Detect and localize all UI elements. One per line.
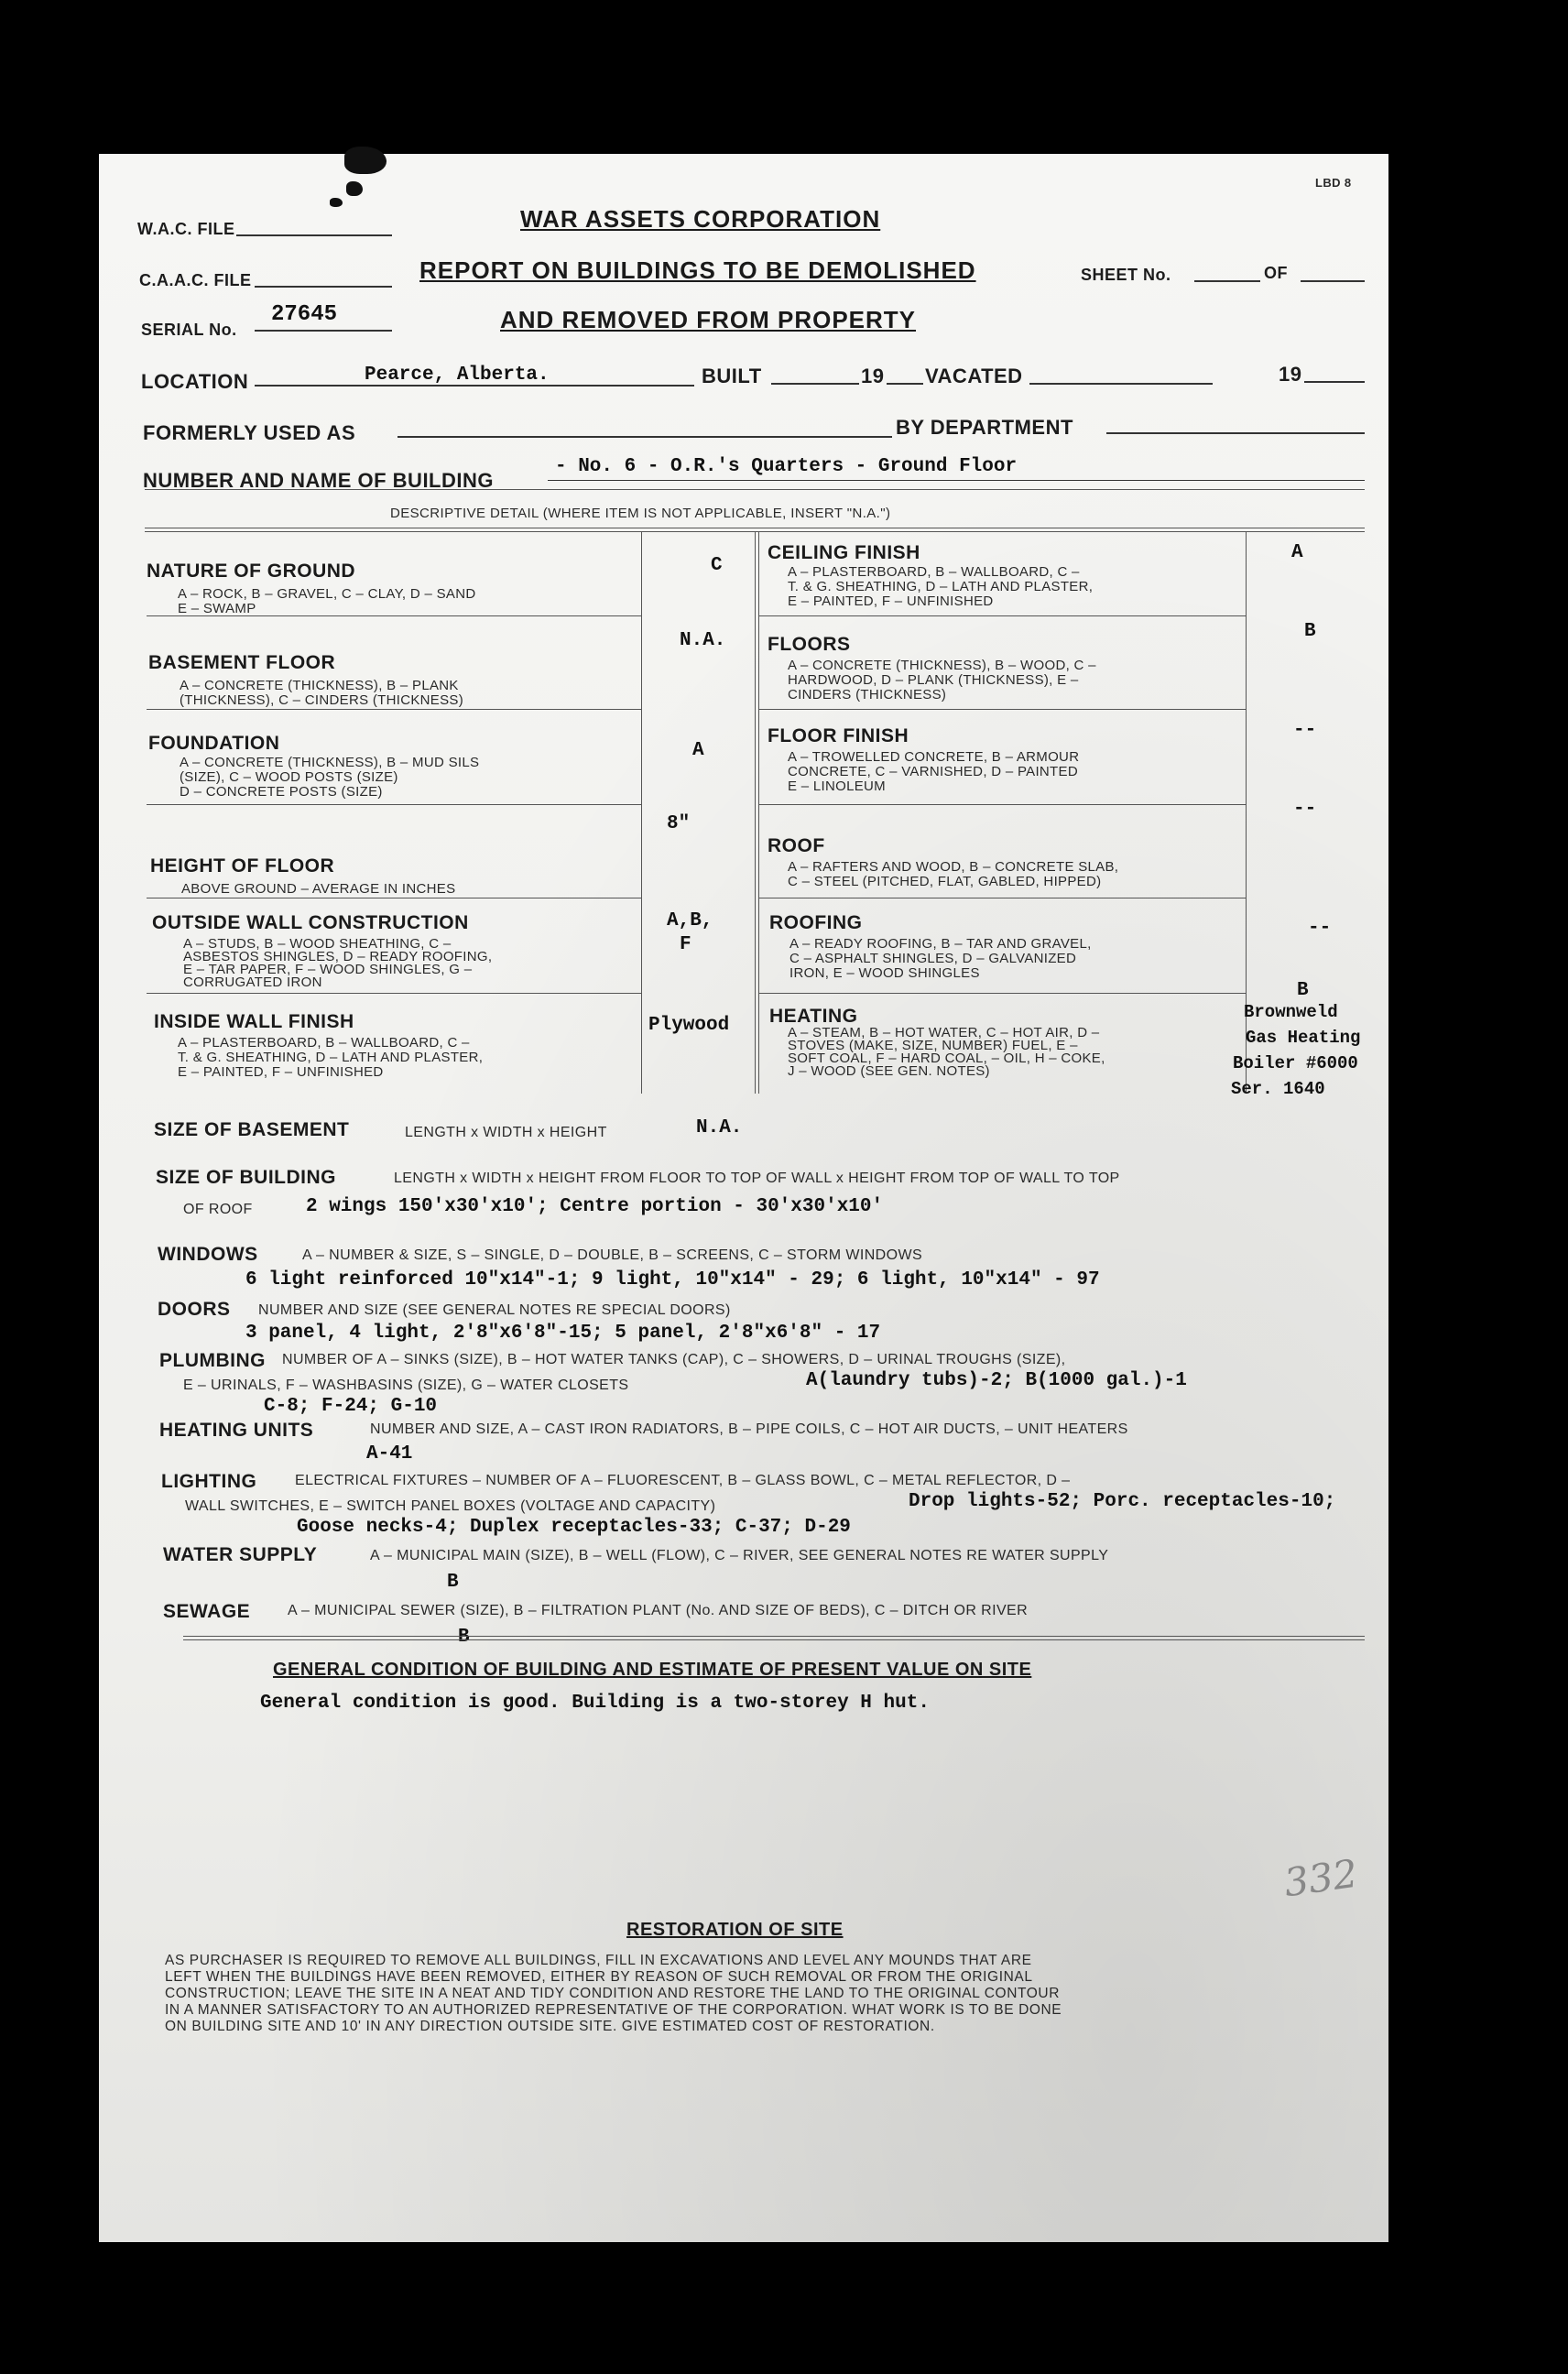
roof-desc: C – STEEL (PITCHED, FLAT, GABLED, HIPPED) bbox=[788, 874, 1102, 889]
foundation-desc: A – CONCRETE (THICKNESS), B – MUD SILS bbox=[180, 755, 480, 770]
sewage-value: B bbox=[458, 1627, 470, 1648]
heating-units-value: A-41 bbox=[366, 1443, 413, 1465]
pencil-page-note: 332 bbox=[1280, 1850, 1361, 1906]
doors-desc: NUMBER AND SIZE (SEE GENERAL NOTES RE SPECIAL DOORS) bbox=[258, 1302, 731, 1318]
foundation-value: A bbox=[692, 740, 704, 761]
rule bbox=[183, 1636, 1365, 1637]
floor-finish-desc: A – TROWELLED CONCRETE, B – ARMOUR bbox=[788, 749, 1080, 765]
building-name-line bbox=[548, 480, 1365, 481]
torn-edge bbox=[344, 147, 387, 174]
roofing-desc: IRON, E – WOOD SHINGLES bbox=[789, 965, 980, 981]
sheet-label: SHEET No. bbox=[1081, 266, 1171, 284]
wac-file-label: W.A.C. FILE bbox=[137, 220, 235, 238]
of-label: OF bbox=[1264, 264, 1288, 282]
general-condition-heading: GENERAL CONDITION OF BUILDING AND ESTIMATE OF PRESENT VALUE ON SITE bbox=[273, 1660, 1032, 1680]
heating-make-line: Brownweld bbox=[1244, 1002, 1338, 1022]
foundation-title: FOUNDATION bbox=[148, 733, 280, 754]
corporation-title: WAR ASSETS CORPORATION bbox=[520, 205, 881, 233]
location-label: LOCATION bbox=[141, 370, 249, 393]
heating-desc: A – STEAM, B – HOT WATER, C – HOT AIR, D – bbox=[788, 1025, 1100, 1040]
roof-title: ROOF bbox=[768, 835, 825, 856]
nature-of-ground-title: NATURE OF GROUND bbox=[147, 561, 356, 582]
lighting-value-2: Goose necks-4; Duplex receptacles-33; C-37; D-29 bbox=[297, 1517, 851, 1538]
height-of-floor-title: HEIGHT OF FLOOR bbox=[150, 855, 335, 877]
inside-wall-desc: T. & G. SHEATHING, D – LATH AND PLASTER, bbox=[178, 1050, 484, 1065]
sewage-desc: A – MUNICIPAL SEWER (SIZE), B – FILTRATION PLANT (No. AND SIZE OF BEDS), C – DITCH OR RIVER bbox=[288, 1603, 1029, 1618]
roofing-desc: C – ASPHALT SHINGLES, D – GALVANIZED bbox=[789, 951, 1077, 966]
heating-desc: J – WOOD (SEE GEN. NOTES) bbox=[788, 1063, 990, 1079]
doors-value: 3 panel, 4 light, 2'8"x6'8"-15; 5 panel, 2'8"x6'8" - 17 bbox=[245, 1323, 881, 1344]
inside-wall-desc: A – PLASTERBOARD, B – WALLBOARD, C – bbox=[178, 1035, 470, 1051]
building-name-label: NUMBER AND NAME OF BUILDING bbox=[143, 469, 494, 492]
rule bbox=[183, 1639, 1365, 1640]
descriptive-detail-note: DESCRIPTIVE DETAIL (WHERE ITEM IS NOT APPLICABLE, INSERT "N.A.") bbox=[390, 506, 891, 521]
floor-finish-value: -- bbox=[1293, 720, 1317, 741]
ceiling-finish-desc: A – PLASTERBOARD, B – WALLBOARD, C – bbox=[788, 564, 1080, 580]
restoration-text: ON BUILDING SITE AND 10' IN ANY DIRECTION OUTSIDE SITE. GIVE ESTIMATED COST OF RESTORATION. bbox=[165, 2019, 935, 2034]
lighting-value: Drop lights-52; Porc. receptacles-10; bbox=[909, 1491, 1336, 1512]
rule bbox=[145, 489, 1365, 490]
ceiling-finish-desc: E – PAINTED, F – UNFINISHED bbox=[788, 594, 994, 609]
heating-units-desc: NUMBER AND SIZE, A – CAST IRON RADIATORS, B – PIPE COILS, C – HOT AIR DUCTS, – UNIT HEATERS bbox=[370, 1421, 1128, 1437]
row-divider bbox=[147, 993, 641, 994]
size-of-building-label: SIZE OF BUILDING bbox=[156, 1167, 336, 1188]
roofing-value: -- bbox=[1308, 918, 1332, 939]
floor-finish-title: FLOOR FINISH bbox=[768, 725, 909, 746]
serial-value: 27645 bbox=[271, 302, 338, 327]
department-line bbox=[1106, 432, 1365, 434]
windows-desc: A – NUMBER & SIZE, S – SINGLE, D – DOUBLE, B – SCREENS, C – STORM WINDOWS bbox=[302, 1247, 923, 1263]
lighting-label: LIGHTING bbox=[161, 1471, 257, 1492]
size-of-building-desc: LENGTH x WIDTH x HEIGHT FROM FLOOR TO TOP OF WALL x HEIGHT FROM TOP OF WALL TO TOP bbox=[394, 1171, 1120, 1186]
nature-of-ground-value: C bbox=[711, 555, 723, 576]
row-divider bbox=[758, 993, 1246, 994]
inside-wall-title: INSIDE WALL FINISH bbox=[154, 1011, 354, 1032]
basement-floor-desc: A – CONCRETE (THICKNESS), B – PLANK bbox=[180, 678, 459, 693]
row-divider bbox=[758, 615, 1246, 616]
row-divider bbox=[147, 804, 641, 805]
vacated-year-line bbox=[1304, 381, 1365, 383]
column-divider bbox=[641, 531, 642, 1094]
heating-desc: SOFT COAL, F – HARD COAL, – OIL, H – COKE, bbox=[788, 1051, 1105, 1066]
row-divider bbox=[147, 709, 641, 710]
caac-file-label: C.A.A.C. FILE bbox=[139, 271, 252, 289]
floor-finish-desc: CONCRETE, C – VARNISHED, D – PAINTED bbox=[788, 764, 1078, 779]
floor-finish-desc: E – LINOLEUM bbox=[788, 779, 886, 794]
serial-line bbox=[255, 330, 392, 332]
roof-value: -- bbox=[1293, 799, 1317, 820]
wac-file-line bbox=[236, 234, 392, 236]
size-of-building-desc-2: OF ROOF bbox=[183, 1202, 253, 1217]
report-subtitle: AND REMOVED FROM PROPERTY bbox=[500, 306, 917, 333]
building-name-value: - No. 6 - O.R.'s Quarters - Ground Floor bbox=[555, 456, 1018, 477]
foundation-desc: D – CONCRETE POSTS (SIZE) bbox=[180, 784, 383, 800]
plumbing-label: PLUMBING bbox=[159, 1350, 266, 1371]
restoration-text: CONSTRUCTION; LEAVE THE SITE IN A NEAT AND TIDY CONDITION AND RESTORE THE LAND TO THE ORIGINAL CONTOUR bbox=[165, 1986, 1061, 2001]
plumbing-value-2: C-8; F-24; G-10 bbox=[264, 1396, 438, 1417]
heating-units-label: HEATING UNITS bbox=[159, 1420, 314, 1441]
ink-blot bbox=[330, 198, 343, 207]
lighting-desc-2: WALL SWITCHES, E – SWITCH PANEL BOXES (VOLTAGE AND CAPACITY) bbox=[185, 1498, 716, 1514]
location-line bbox=[255, 385, 694, 387]
inside-wall-desc: E – PAINTED, F – UNFINISHED bbox=[178, 1064, 384, 1080]
basement-floor-desc: (THICKNESS), C – CINDERS (THICKNESS) bbox=[180, 692, 463, 708]
vacated-label: VACATED bbox=[925, 365, 1023, 387]
windows-value: 6 light reinforced 10"x14"-1; 9 light, 10"x14" - 29; 6 light, 10"x14" - 97 bbox=[245, 1269, 1100, 1290]
document-page bbox=[99, 154, 1388, 2242]
row-divider bbox=[758, 804, 1246, 805]
water-supply-desc: A – MUNICIPAL MAIN (SIZE), B – WELL (FLOW), C – RIVER, SEE GENERAL NOTES RE WATER SUPPLY bbox=[370, 1548, 1109, 1563]
ink-blot bbox=[346, 181, 363, 196]
doors-label: DOORS bbox=[158, 1299, 231, 1320]
outside-wall-desc: ASBESTOS SHINGLES, D – READY ROOFING, bbox=[183, 949, 493, 964]
inside-wall-value: Plywood bbox=[648, 1015, 730, 1036]
floors-value: B bbox=[1304, 621, 1316, 642]
plumbing-value: A(laundry tubs)-2; B(1000 gal.)-1 bbox=[806, 1370, 1187, 1391]
ceiling-finish-desc: T. & G. SHEATHING, D – LATH AND PLASTER, bbox=[788, 579, 1094, 594]
roofing-title: ROOFING bbox=[769, 912, 863, 933]
built-label: BUILT bbox=[702, 365, 762, 387]
restoration-heading: RESTORATION OF SITE bbox=[626, 1920, 844, 1940]
plumbing-desc: NUMBER OF A – SINKS (SIZE), B – HOT WATER TANKS (CAP), C – SHOWERS, D – URINAL TROUGHS (SIZE), bbox=[282, 1352, 1066, 1367]
basement-floor-title: BASEMENT FLOOR bbox=[148, 652, 336, 673]
sheet-line bbox=[1194, 280, 1260, 282]
height-of-floor-value: 8" bbox=[667, 813, 691, 834]
floors-desc: A – CONCRETE (THICKNESS), B – WOOD, C – bbox=[788, 658, 1096, 673]
floors-desc: CINDERS (THICKNESS) bbox=[788, 687, 947, 702]
outside-wall-title: OUTSIDE WALL CONSTRUCTION bbox=[152, 912, 469, 933]
formerly-label: FORMERLY USED AS bbox=[143, 421, 356, 444]
lighting-desc: ELECTRICAL FIXTURES – NUMBER OF A – FLUORESCENT, B – GLASS BOWL, C – METAL REFLECTOR, D – bbox=[295, 1473, 1071, 1488]
restoration-text: AS PURCHASER IS REQUIRED TO REMOVE ALL BUILDINGS, FILL IN EXCAVATIONS AND LEVEL ANY MOUNDS THAT ARE bbox=[165, 1953, 1032, 1968]
plumbing-desc-2: E – URINALS, F – WASHBASINS (SIZE), G – WATER CLOSETS bbox=[183, 1378, 629, 1393]
department-label: BY DEPARTMENT bbox=[896, 416, 1073, 439]
heating-make-line: Boiler #6000 bbox=[1233, 1053, 1358, 1073]
outside-wall-value-2: F bbox=[680, 934, 691, 955]
row-divider bbox=[758, 709, 1246, 710]
height-of-floor-desc: ABOVE GROUND – AVERAGE IN INCHES bbox=[181, 881, 456, 897]
vacated-year-prefix: 19 bbox=[1279, 363, 1302, 386]
water-supply-label: WATER SUPPLY bbox=[163, 1544, 318, 1565]
nature-of-ground-desc: E – SWAMP bbox=[178, 601, 256, 616]
heating-make-line: Ser. 1640 bbox=[1231, 1079, 1325, 1099]
outside-wall-desc: A – STUDS, B – WOOD SHEATHING, C – bbox=[183, 936, 452, 952]
outside-wall-desc: E – TAR PAPER, F – WOOD SHINGLES, G – bbox=[183, 962, 473, 977]
caac-file-line bbox=[255, 286, 392, 288]
nature-of-ground-desc: A – ROCK, B – GRAVEL, C – CLAY, D – SAND bbox=[178, 586, 476, 602]
form-code: LBD 8 bbox=[1315, 176, 1352, 190]
ceiling-finish-value: A bbox=[1291, 542, 1303, 563]
heating-title: HEATING bbox=[769, 1006, 858, 1027]
sewage-label: SEWAGE bbox=[163, 1601, 251, 1622]
roof-desc: A – RAFTERS AND WOOD, B – CONCRETE SLAB, bbox=[788, 859, 1119, 875]
outside-wall-desc: CORRUGATED IRON bbox=[183, 975, 322, 990]
restoration-text: LEFT WHEN THE BUILDINGS HAVE BEEN REMOVED, EITHER BY REASON OF SUCH REMOVAL OR FROM THE ORIGINAL bbox=[165, 1969, 1033, 1985]
windows-label: WINDOWS bbox=[158, 1244, 258, 1265]
report-title: REPORT ON BUILDINGS TO BE DEMOLISHED bbox=[419, 256, 976, 284]
roofing-desc: A – READY ROOFING, B – TAR AND GRAVEL, bbox=[789, 936, 1092, 952]
built-year-prefix: 19 bbox=[861, 365, 885, 387]
size-of-basement-desc: LENGTH x WIDTH x HEIGHT bbox=[405, 1125, 607, 1140]
floors-title: FLOORS bbox=[768, 634, 851, 655]
heating-value: B bbox=[1297, 980, 1309, 1001]
foundation-desc: (SIZE), C – WOOD POSTS (SIZE) bbox=[180, 769, 398, 785]
floors-desc: HARDWOOD, D – PLANK (THICKNESS), E – bbox=[788, 672, 1079, 688]
size-of-basement-value: N.A. bbox=[696, 1117, 743, 1138]
restoration-text: IN A MANNER SATISFACTORY TO AN AUTHORIZED REPRESENTATIVE OF THE CORPORATION. WHAT WORK IS TO BE DONE bbox=[165, 2002, 1062, 2018]
heating-make-line: Gas Heating bbox=[1246, 1028, 1361, 1048]
outside-wall-value: A,B, bbox=[667, 910, 713, 931]
column-divider bbox=[755, 531, 756, 1094]
size-of-building-value: 2 wings 150'x30'x10'; Centre portion - 30'x30'x10' bbox=[306, 1196, 884, 1217]
vacated-line bbox=[1029, 383, 1213, 385]
water-supply-value: B bbox=[447, 1572, 459, 1593]
size-of-basement-label: SIZE OF BASEMENT bbox=[154, 1119, 350, 1140]
general-condition-text: General condition is good. Building is a two-storey H hut. bbox=[260, 1693, 930, 1714]
heating-desc: STOVES (MAKE, SIZE, NUMBER) FUEL, E – bbox=[788, 1038, 1078, 1053]
location-value: Pearce, Alberta. bbox=[365, 365, 550, 386]
formerly-line bbox=[397, 436, 892, 438]
basement-floor-value: N.A. bbox=[680, 630, 726, 651]
built-line bbox=[771, 383, 859, 385]
ceiling-finish-title: CEILING FINISH bbox=[768, 542, 920, 563]
built-year-line bbox=[887, 383, 923, 385]
of-line bbox=[1301, 280, 1365, 282]
serial-label: SERIAL No. bbox=[141, 321, 237, 339]
